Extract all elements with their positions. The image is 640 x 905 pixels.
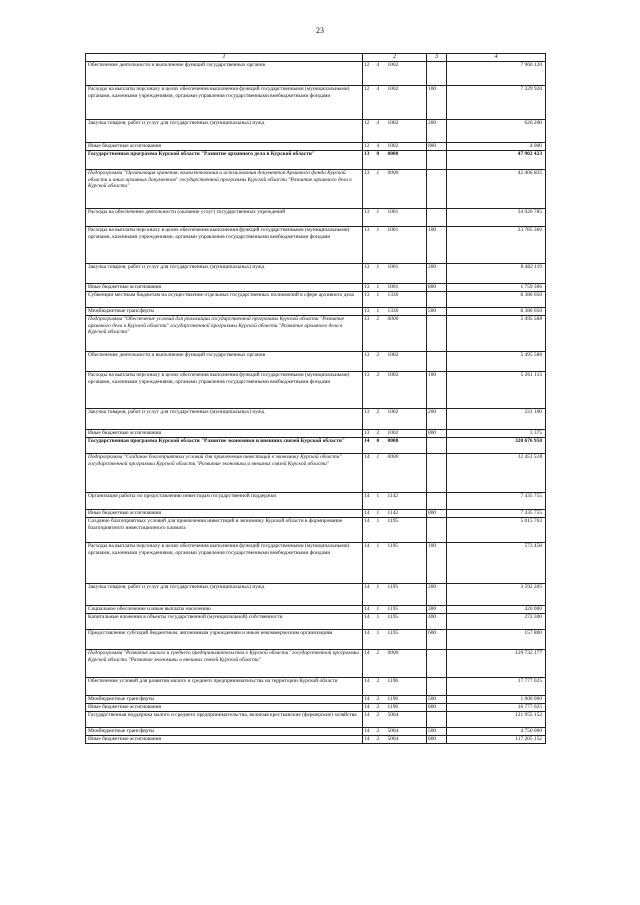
expense-type-cell [427, 454, 447, 493]
amount-cell: 4 000 [447, 143, 546, 151]
section-code-cell: 14 [363, 630, 376, 650]
column-header-3: 3 [427, 54, 447, 62]
column-header-4: 4 [447, 54, 546, 62]
section-code-cell: 14 [363, 493, 376, 510]
table-row [86, 227, 546, 264]
section-code-cell: 13 [363, 284, 376, 292]
row-name-cell: Обеспечение деятельности и выполнение функций государственных органов [86, 62, 363, 86]
expense-type-cell: 600 [427, 630, 447, 650]
subsection-code-cell: 2 [376, 704, 387, 712]
section-code-cell: 13 [363, 409, 376, 430]
amount-cell: 47 902 423 [447, 151, 546, 170]
expense-type-cell: 800 [427, 704, 447, 712]
expense-type-cell [427, 518, 447, 543]
table-row [86, 372, 546, 409]
subsection-code-cell: 1 [376, 630, 387, 650]
row-name-cell: Закупка товаров, работ и услуг для государственных (муниципальных) нужд [86, 120, 363, 143]
table-row [86, 493, 546, 510]
amount-cell: 1 000 000 [447, 696, 546, 704]
section-code-cell: 13 [363, 209, 376, 227]
amount-cell: 8 482 119 [447, 264, 546, 284]
subsection-code-cell: 4 [376, 62, 387, 86]
row-name-cell: Иные бюджетные ассигнования [86, 704, 363, 712]
subsection-code-cell: 2 [376, 650, 387, 678]
row-name-cell: Социальное обеспечение и иные выплаты населению [86, 606, 363, 614]
expense-type-cell: 500 [427, 728, 447, 736]
amount-cell: 8 380 050 [447, 292, 546, 308]
amount-cell: 7 435 755 [447, 493, 546, 510]
section-code-cell: 14 [363, 584, 376, 606]
target-code-cell: 1195 [387, 543, 427, 584]
subsection-code-cell: 2 [376, 736, 387, 744]
subsection-code-cell: 1 [376, 454, 387, 493]
expense-type-cell: 800 [427, 143, 447, 151]
section-code-cell: 14 [363, 696, 376, 704]
subsection-code-cell: 2 [376, 372, 387, 409]
row-name-cell: Подпрограмма "Организация хранения, комплектования и использования документов Архивного фонда Курской области и иных архивных документов" государственной программы Курской области "Развитие архивного дела в Курской области" [86, 170, 363, 209]
target-code-cell: 1002 [387, 409, 427, 430]
row-name-cell: Государственная программа Курской области "Развитие архивного дела в Курской области" [86, 151, 363, 170]
row-name-cell: Субвенции местным бюджетам на осуществление отдельных государственных полномочий в сфере архивного дела [86, 292, 363, 308]
subsection-code-cell: 1 [376, 510, 387, 518]
row-name-cell: Межбюджетные трансферты [86, 728, 363, 736]
row-name-cell: Подпрограмма "Обеспечение условий для реализации государственной программы Курской области "Развитие архивного дела в Курской области" государственной программы Курской области "Развитие архивного дела в Курской области" [86, 316, 363, 352]
section-code-cell: 12 [363, 62, 376, 86]
target-code-cell: 5064 [387, 736, 427, 744]
expense-type-cell: 200 [427, 120, 447, 143]
amount-cell: 139 732 177 [447, 650, 546, 678]
subprogram-row [86, 170, 546, 209]
row-name-cell: Предоставление субсидий бюджетным, автономным учреждениям и иным некоммерческим организациям [86, 630, 363, 650]
table-row [86, 510, 546, 518]
target-code-cell: 1002 [387, 86, 427, 120]
table-row [86, 308, 546, 316]
subsection-code-cell: 1 [376, 308, 387, 316]
subsection-code-cell: 2 [376, 316, 387, 352]
table-row [86, 696, 546, 704]
subsection-code-cell: 1 [376, 284, 387, 292]
table-row [86, 543, 546, 584]
section-code-cell: 14 [363, 543, 376, 584]
expense-type-cell: 100 [427, 86, 447, 120]
section-code-cell: 13 [363, 170, 376, 209]
section-code-cell: 14 [363, 438, 376, 454]
page-number: 23 [316, 26, 324, 35]
expense-type-cell [427, 292, 447, 308]
expense-type-cell: 800 [427, 430, 447, 438]
table-row [86, 712, 546, 728]
expense-type-cell [427, 209, 447, 227]
section-code-cell: 14 [363, 728, 376, 736]
expense-type-cell [427, 712, 447, 728]
expense-type-cell [427, 438, 447, 454]
expense-type-cell [427, 62, 447, 86]
table-row [86, 292, 546, 308]
table-row [86, 614, 546, 630]
section-code-cell: 13 [363, 316, 376, 352]
target-code-cell: 1002 [387, 120, 427, 143]
target-code-cell: 0000 [387, 170, 427, 209]
target-code-cell: 1142 [387, 510, 427, 518]
expense-type-cell [427, 678, 447, 696]
table-row [86, 704, 546, 712]
table-row [86, 409, 546, 430]
row-name-cell: Государственная программа Курской области "Развитие экономики и внешних связей Курской области" [86, 438, 363, 454]
subsection-code-cell: 4 [376, 143, 387, 151]
target-code-cell: 1001 [387, 264, 427, 284]
expense-type-cell: 500 [427, 308, 447, 316]
table-row [86, 264, 546, 284]
target-code-cell: 0000 [387, 151, 427, 170]
target-code-cell: 1002 [387, 62, 427, 86]
section-code-cell: 13 [363, 430, 376, 438]
section-code-cell: 13 [363, 352, 376, 372]
section-code-cell: 13 [363, 308, 376, 316]
subsection-code-cell: 1 [376, 614, 387, 630]
target-code-cell: 0000 [387, 438, 427, 454]
row-name-cell: Расходы на выплаты персоналу в целях обеспечения выполнения функций государственными (муниципальными) органами, казенными учреждениями, органами управления государственными внебюджетными фондами [86, 372, 363, 409]
target-code-cell: 1001 [387, 227, 427, 264]
subsection-code-cell: 1 [376, 264, 387, 284]
amount-cell: 34 026 785 [447, 209, 546, 227]
amount-cell: 573 458 [447, 543, 546, 584]
section-code-cell: 14 [363, 510, 376, 518]
subsection-code-cell: 1 [376, 209, 387, 227]
subsection-code-cell: 1 [376, 227, 387, 264]
section-code-cell: 12 [363, 120, 376, 143]
target-code-cell: 1002 [387, 372, 427, 409]
subsection-code-cell: 2 [376, 678, 387, 696]
expense-type-cell: 100 [427, 227, 447, 264]
amount-cell: 23 785 360 [447, 227, 546, 264]
amount-cell: 5 495 588 [447, 316, 546, 352]
expense-type-cell: 500 [427, 696, 447, 704]
subprogram-row [86, 316, 546, 352]
table-row [86, 62, 546, 86]
subsection-code-cell: 2 [376, 712, 387, 728]
row-name-cell: Подпрограмма "Развитие малого и среднего предпринимательства в Курской области" государственной программы Курской области "Развитие экономики и внешних связей Курской области" [86, 650, 363, 678]
table-row [86, 728, 546, 736]
expense-type-cell: 300 [427, 606, 447, 614]
subsection-code-cell: 2 [376, 696, 387, 704]
amount-cell: 5 261 113 [447, 372, 546, 409]
section-code-cell: 14 [363, 704, 376, 712]
amount-cell: 157 800 [447, 630, 546, 650]
row-name-cell: Расходы на обеспечение деятельности (оказание услуг) государственных учреждений [86, 209, 363, 227]
program-row [86, 438, 546, 454]
target-code-cell: 1142 [387, 493, 427, 510]
table-row [86, 606, 546, 614]
table-row [86, 678, 546, 696]
target-code-cell: 1195 [387, 518, 427, 543]
row-name-cell: Иные бюджетные ассигнования [86, 430, 363, 438]
table-row [86, 584, 546, 606]
section-code-cell: 14 [363, 712, 376, 728]
target-code-cell: 1195 [387, 614, 427, 630]
amount-cell: 7 435 755 [447, 510, 546, 518]
section-code-cell: 14 [363, 606, 376, 614]
amount-cell: 12 451 518 [447, 454, 546, 493]
row-name-cell: Иные бюджетные ассигнования [86, 143, 363, 151]
amount-cell: 4 750 000 [447, 728, 546, 736]
table-header [86, 54, 546, 62]
target-code-cell: 1001 [387, 284, 427, 292]
target-code-cell: 1336 [387, 292, 427, 308]
expense-type-cell: 100 [427, 372, 447, 409]
subsection-code-cell: 4 [376, 120, 387, 143]
section-code-cell: 12 [363, 143, 376, 151]
row-name-cell: Закупка товаров, работ и услуг для государственных (муниципальных) нужд [86, 584, 363, 606]
expense-type-cell: 800 [427, 284, 447, 292]
column-number-row [86, 54, 546, 62]
section-code-cell: 13 [363, 227, 376, 264]
row-name-cell: Закупка товаров, работ и услуг для государственных (муниципальных) нужд [86, 409, 363, 430]
subsection-code-cell: 2 [376, 352, 387, 372]
expense-type-cell [427, 170, 447, 209]
target-code-cell: 0000 [387, 454, 427, 493]
row-name-cell: Обеспечение деятельности и выполнение функций государственных органов [86, 352, 363, 372]
row-name-cell: Расходы на выплаты персоналу в целях обеспечения выполнения функций государственными (муниципальными) органами, казенными учреждениями, органами управления государственными внебюджетными фондами [86, 227, 363, 264]
target-code-cell: 5064 [387, 712, 427, 728]
table-row [86, 518, 546, 543]
amount-cell: 5 015 763 [447, 518, 546, 543]
amount-cell: 121 955 152 [447, 712, 546, 728]
expense-type-cell: 400 [427, 614, 447, 630]
expense-type-cell: 200 [427, 264, 447, 284]
row-name-cell: Иные бюджетные ассигнования [86, 284, 363, 292]
amount-cell: 272 300 [447, 614, 546, 630]
section-code-cell: 14 [363, 614, 376, 630]
target-code-cell: 1002 [387, 143, 427, 151]
table-row [86, 143, 546, 151]
subsection-code-cell: 2 [376, 430, 387, 438]
amount-cell: 7 960 120 [447, 62, 546, 86]
row-name-cell: Закупка товаров, работ и услуг для государственных (муниципальных) нужд [86, 264, 363, 284]
amount-cell: 42 406 835 [447, 170, 546, 209]
target-code-cell: 5064 [387, 728, 427, 736]
target-code-cell: 1002 [387, 430, 427, 438]
amount-cell: 626 200 [447, 120, 546, 143]
subsection-code-cell: 1 [376, 584, 387, 606]
expense-type-cell [427, 650, 447, 678]
target-code-cell: 1336 [387, 308, 427, 316]
row-name-cell: Обеспечение условий для развития малого и среднего предпринимательства на территории Курской области [86, 678, 363, 696]
table-row [86, 86, 546, 120]
budget-table [85, 53, 546, 744]
row-name-cell: Подпрограмма "Создание благоприятных условий для привлечения инвестиций в экономику Курской области" государственной программы Курской области "Развитие экономики и внешних связей Курской области" [86, 454, 363, 493]
target-code-cell: 1195 [387, 606, 427, 614]
target-code-cell: 1195 [387, 630, 427, 650]
target-code-cell: 1196 [387, 704, 427, 712]
subsection-code-cell: 0 [376, 151, 387, 170]
expense-type-cell: 100 [427, 543, 447, 584]
amount-cell: 117 205 152 [447, 736, 546, 744]
table-body [86, 62, 546, 744]
subprogram-row [86, 454, 546, 493]
subsection-code-cell: 0 [376, 438, 387, 454]
expense-type-cell: 800 [427, 736, 447, 744]
section-code-cell: 14 [363, 518, 376, 543]
table-row [86, 430, 546, 438]
subprogram-row [86, 650, 546, 678]
expense-type-cell [427, 493, 447, 510]
subsection-code-cell: 1 [376, 518, 387, 543]
target-code-cell: 1001 [387, 209, 427, 227]
expense-type-cell: 200 [427, 584, 447, 606]
table-row [86, 120, 546, 143]
column-header-2: 2 [363, 54, 427, 62]
section-code-cell: 14 [363, 678, 376, 696]
row-name-cell: Организация работы по предоставлению инвесторам государственной поддержки [86, 493, 363, 510]
subsection-code-cell: 1 [376, 170, 387, 209]
row-name-cell: Расходы на выплаты персоналу в целях обеспечения выполнения функций государственными (муниципальными) органами, казенными учреждениями, органами управления государственными внебюджетными фондами [86, 543, 363, 584]
subsection-code-cell: 1 [376, 493, 387, 510]
row-name-cell: Капитальные вложения в объекты государственной (муниципальной) собственности [86, 614, 363, 630]
row-name-cell: Создание благоприятных условий для привлечения инвестиций в экономику Курской области в формирование благоприятного инвестиционного климата [86, 518, 363, 543]
table-row [86, 352, 546, 372]
subsection-code-cell: 1 [376, 292, 387, 308]
amount-cell: 1 759 306 [447, 284, 546, 292]
amount-cell: 320 676 958 [447, 438, 546, 454]
table-row [86, 209, 546, 227]
subsection-code-cell: 1 [376, 543, 387, 584]
target-code-cell: 1002 [387, 352, 427, 372]
target-code-cell: 1196 [387, 696, 427, 704]
target-code-cell: 1195 [387, 584, 427, 606]
target-code-cell: 1196 [387, 678, 427, 696]
amount-cell: 16 777 025 [447, 704, 546, 712]
section-code-cell: 13 [363, 264, 376, 284]
expense-type-cell: 200 [427, 409, 447, 430]
target-code-cell: 0000 [387, 650, 427, 678]
table-row [86, 284, 546, 292]
row-name-cell: Межбюджетные трансферты [86, 308, 363, 316]
section-code-cell: 14 [363, 736, 376, 744]
amount-cell: 420 000 [447, 606, 546, 614]
expense-type-cell [427, 151, 447, 170]
row-name-cell: Иные бюджетные ассигнования [86, 510, 363, 518]
subsection-code-cell: 2 [376, 409, 387, 430]
expense-type-cell [427, 316, 447, 352]
section-code-cell: 13 [363, 372, 376, 409]
expense-type-cell [427, 352, 447, 372]
row-name-cell: Межбюджетные трансферты [86, 696, 363, 704]
expense-type-cell: 800 [427, 510, 447, 518]
amount-cell: 17 777 025 [447, 678, 546, 696]
table-row [86, 736, 546, 744]
subsection-code-cell: 2 [376, 728, 387, 736]
target-code-cell: 0000 [387, 316, 427, 352]
subsection-code-cell: 4 [376, 86, 387, 120]
program-row [86, 151, 546, 170]
section-code-cell: 14 [363, 454, 376, 493]
amount-cell: 8 380 050 [447, 308, 546, 316]
section-code-cell: 12 [363, 86, 376, 120]
amount-cell: 5 495 588 [447, 352, 546, 372]
table-row [86, 630, 546, 650]
subsection-code-cell: 1 [376, 606, 387, 614]
row-name-cell: Расходы на выплаты персоналу в целях обеспечения выполнения функций государственными (муниципальными) органами, казенными учреждениями, органами управления государственными внебюджетными фондами [86, 86, 363, 120]
amount-cell: 231 100 [447, 409, 546, 430]
amount-cell: 7 329 920 [447, 86, 546, 120]
section-code-cell: 13 [363, 151, 376, 170]
row-name-cell: Иные бюджетные ассигнования [86, 736, 363, 744]
amount-cell: 3 375 [447, 430, 546, 438]
row-name-cell: Государственная поддержка малого и среднего предпринимательства, включая крестьянские (фермерские) хозяйства [86, 712, 363, 728]
section-code-cell: 13 [363, 292, 376, 308]
section-code-cell: 14 [363, 650, 376, 678]
amount-cell: 3 592 205 [447, 584, 546, 606]
column-header-1: 1 [86, 54, 363, 62]
